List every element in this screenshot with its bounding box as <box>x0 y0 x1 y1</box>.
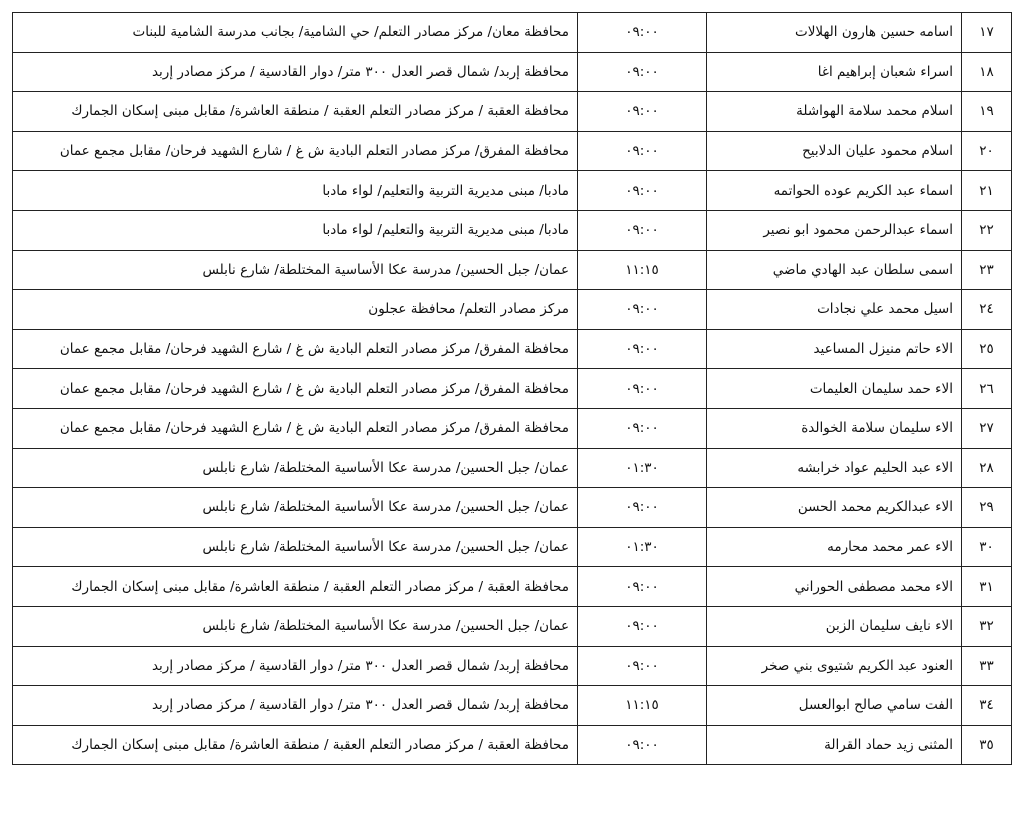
exam-location: عمان/ جبل الحسين/ مدرسة عكا الأساسية المختلطة/ شارع نابلس <box>13 448 578 488</box>
row-number: ٢٠ <box>962 131 1012 171</box>
table-row <box>13 210 1012 250</box>
appointment-time: ٠٩:٠٠ <box>578 171 707 211</box>
row-number: ٢١ <box>962 171 1012 211</box>
exam-location: محافظة العقبة / مركز مصادر التعلم العقبة / منطقة العاشرة/ مقابل مبنى إسكان الجمارك <box>13 725 578 765</box>
person-name: الاء محمد مصطفى الحوراني <box>707 567 962 607</box>
appointment-time: ٠٩:٠٠ <box>578 92 707 132</box>
exam-location: مادبا/ مبنى مديرية التربية والتعليم/ لواء مادبا <box>13 210 578 250</box>
row-number: ٢٣ <box>962 250 1012 290</box>
row-number: ٢٨ <box>962 448 1012 488</box>
table-row <box>13 290 1012 330</box>
exam-location: مركز مصادر التعلم/ محافظة عجلون <box>13 290 578 330</box>
appointment-time: ٠٩:٠٠ <box>578 131 707 171</box>
person-name: الاء عبد الحليم عواد خرابشه <box>707 448 962 488</box>
person-name: اسراء شعبان إبراهيم اغا <box>707 52 962 92</box>
table-row <box>13 448 1012 488</box>
appointment-time: ١١:١٥ <box>578 686 707 726</box>
person-name: اسلام محمد سلامة الهواشلة <box>707 92 962 132</box>
row-number: ٣٢ <box>962 606 1012 646</box>
appointment-time: ٠٩:٠٠ <box>578 725 707 765</box>
row-number: ٢٩ <box>962 488 1012 528</box>
row-number: ٣٣ <box>962 646 1012 686</box>
exam-location: محافظة المفرق/ مركز مصادر التعلم البادية ش غ / شارع الشهيد فرحان/ مقابل مجمع عمان <box>13 408 578 448</box>
person-name: اسامه حسين هارون الهلالات <box>707 13 962 53</box>
table-row <box>13 646 1012 686</box>
exam-location: محافظة إربد/ شمال قصر العدل ٣٠٠ متر/ دوار القادسية / مركز مصادر إربد <box>13 646 578 686</box>
exam-location: عمان/ جبل الحسين/ مدرسة عكا الأساسية المختلطة/ شارع نابلس <box>13 527 578 567</box>
table-row <box>13 686 1012 726</box>
person-name: اسماء عبدالرحمن محمود ابو نصير <box>707 210 962 250</box>
exam-location: محافظة العقبة / مركز مصادر التعلم العقبة / منطقة العاشرة/ مقابل مبنى إسكان الجمارك <box>13 567 578 607</box>
appointment-time: ٠٩:٠٠ <box>578 13 707 53</box>
person-name: الاء نايف سليمان الزبن <box>707 606 962 646</box>
row-number: ٣١ <box>962 567 1012 607</box>
person-name: الفت سامي صالح ابوالعسل <box>707 686 962 726</box>
exam-location: مادبا/ مبنى مديرية التربية والتعليم/ لواء مادبا <box>13 171 578 211</box>
appointment-time: ٠١:٣٠ <box>578 448 707 488</box>
exam-location: محافظة المفرق/ مركز مصادر التعلم البادية ش غ / شارع الشهيد فرحان/ مقابل مجمع عمان <box>13 369 578 409</box>
person-name: اسلام محمود عليان الدلابيح <box>707 131 962 171</box>
person-name: الاء عبدالكريم محمد الحسن <box>707 488 962 528</box>
row-number: ٢٦ <box>962 369 1012 409</box>
person-name: العنود عبد الكريم شتيوى بني صخر <box>707 646 962 686</box>
appointment-time: ٠١:٣٠ <box>578 527 707 567</box>
row-number: ٣٤ <box>962 686 1012 726</box>
row-number: ١٨ <box>962 52 1012 92</box>
table-row <box>13 13 1012 53</box>
appointment-time: ٠٩:٠٠ <box>578 210 707 250</box>
appointment-time: ٠٩:٠٠ <box>578 369 707 409</box>
table-row <box>13 488 1012 528</box>
exam-location: عمان/ جبل الحسين/ مدرسة عكا الأساسية المختلطة/ شارع نابلس <box>13 488 578 528</box>
exam-location: محافظة العقبة / مركز مصادر التعلم العقبة / منطقة العاشرة/ مقابل مبنى إسكان الجمارك <box>13 92 578 132</box>
appointment-time: ٠٩:٠٠ <box>578 408 707 448</box>
appointment-time: ٠٩:٠٠ <box>578 52 707 92</box>
row-number: ٢٢ <box>962 210 1012 250</box>
row-number: ١٩ <box>962 92 1012 132</box>
table-row <box>13 567 1012 607</box>
person-name: الاء حاتم منيزل المساعيد <box>707 329 962 369</box>
document-page <box>12 12 1012 765</box>
table-row <box>13 52 1012 92</box>
person-name: الاء حمد سليمان العليمات <box>707 369 962 409</box>
table-row <box>13 131 1012 171</box>
person-name: اسمى سلطان عبد الهادي ماضي <box>707 250 962 290</box>
person-name: اسماء عبد الكريم عوده الحواتمه <box>707 171 962 211</box>
exam-location: عمان/ جبل الحسين/ مدرسة عكا الأساسية المختلطة/ شارع نابلس <box>13 250 578 290</box>
row-number: ٢٥ <box>962 329 1012 369</box>
appointment-time: ٠٩:٠٠ <box>578 488 707 528</box>
appointment-time: ٠٩:٠٠ <box>578 567 707 607</box>
table-row <box>13 250 1012 290</box>
table-row <box>13 171 1012 211</box>
row-number: ٣٥ <box>962 725 1012 765</box>
appointment-time: ١١:١٥ <box>578 250 707 290</box>
table-row <box>13 92 1012 132</box>
roster-body <box>13 13 1012 765</box>
table-row <box>13 369 1012 409</box>
person-name: الاء سليمان سلامة الخوالدة <box>707 408 962 448</box>
table-row <box>13 329 1012 369</box>
exam-location: محافظة إربد/ شمال قصر العدل ٣٠٠ متر/ دوار القادسية / مركز مصادر إربد <box>13 686 578 726</box>
appointment-time: ٠٩:٠٠ <box>578 290 707 330</box>
exam-location: محافظة معان/ مركز مصادر التعلم/ حي الشامية/ بجانب مدرسة الشامية للبنات <box>13 13 578 53</box>
roster-table <box>12 12 1012 765</box>
exam-location: محافظة المفرق/ مركز مصادر التعلم البادية ش غ / شارع الشهيد فرحان/ مقابل مجمع عمان <box>13 329 578 369</box>
exam-location: محافظة المفرق/ مركز مصادر التعلم البادية ش غ / شارع الشهيد فرحان/ مقابل مجمع عمان <box>13 131 578 171</box>
person-name: المثنى زيد حماد القرالة <box>707 725 962 765</box>
exam-location: عمان/ جبل الحسين/ مدرسة عكا الأساسية المختلطة/ شارع نابلس <box>13 606 578 646</box>
row-number: ٢٤ <box>962 290 1012 330</box>
appointment-time: ٠٩:٠٠ <box>578 606 707 646</box>
row-number: ٣٠ <box>962 527 1012 567</box>
person-name: اسيل محمد علي نجادات <box>707 290 962 330</box>
row-number: ١٧ <box>962 13 1012 53</box>
table-row <box>13 527 1012 567</box>
appointment-time: ٠٩:٠٠ <box>578 646 707 686</box>
exam-location: محافظة إربد/ شمال قصر العدل ٣٠٠ متر/ دوار القادسية / مركز مصادر إربد <box>13 52 578 92</box>
table-row <box>13 725 1012 765</box>
person-name: الاء عمر محمد محارمه <box>707 527 962 567</box>
appointment-time: ٠٩:٠٠ <box>578 329 707 369</box>
row-number: ٢٧ <box>962 408 1012 448</box>
table-row <box>13 606 1012 646</box>
table-row <box>13 408 1012 448</box>
